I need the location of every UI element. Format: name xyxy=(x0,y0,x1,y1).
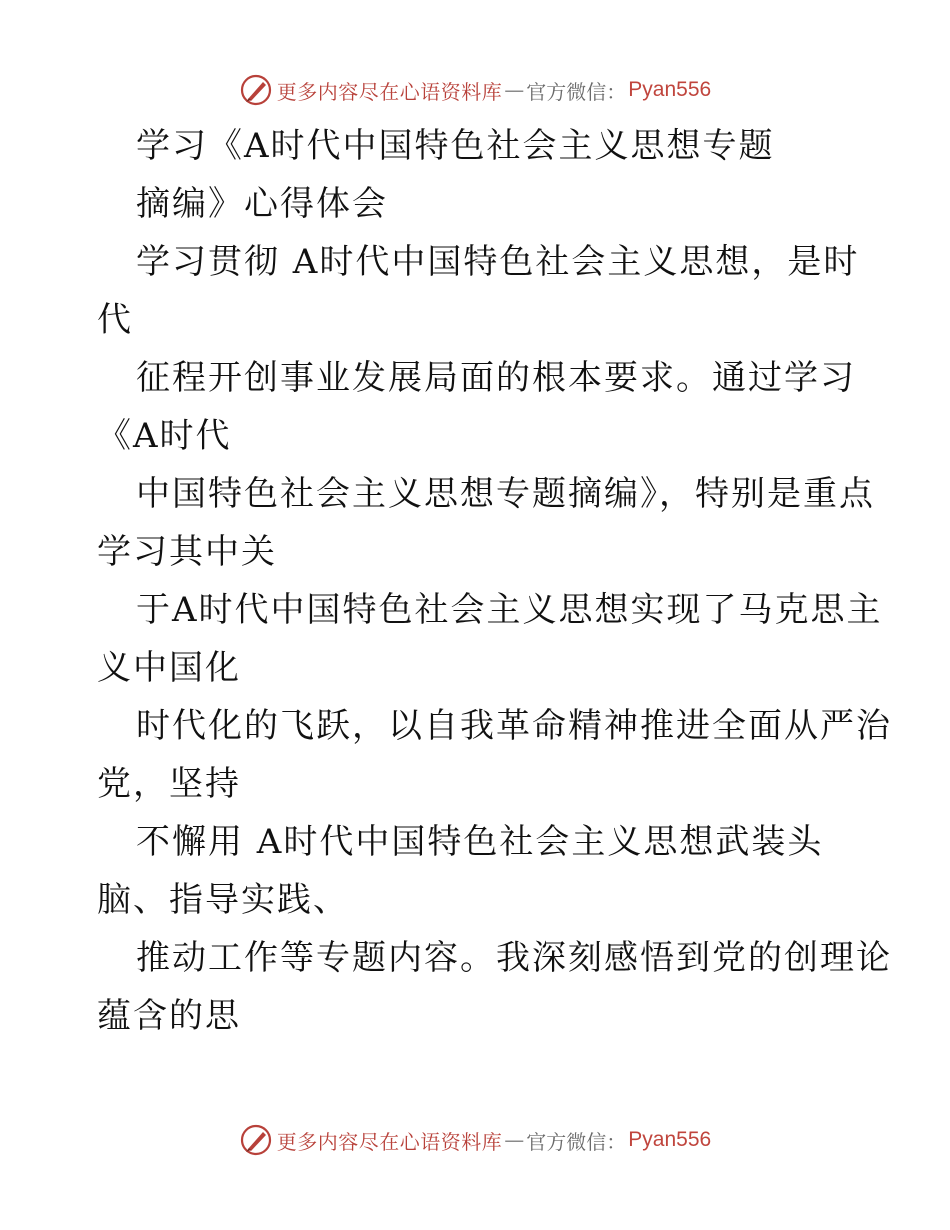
banner-wechat-label: 官方微信： xyxy=(526,79,627,104)
banner-separator: — xyxy=(504,78,525,102)
footer-banner xyxy=(0,1120,950,1160)
paragraph-line: 时代化的飞跃，以自我革命精神推进全面从严治 xyxy=(136,706,892,746)
header-banner xyxy=(0,70,950,110)
paragraph-line: 党，坚持 xyxy=(97,764,241,804)
banner-separator: — xyxy=(504,1128,525,1152)
quill-pen-logo-icon xyxy=(239,73,273,107)
paragraph-line: 脑、指导实践、 xyxy=(97,880,349,920)
paragraph-line: 推动工作等专题内容。我深刻感悟到党的创理论 xyxy=(136,938,892,978)
paragraph-line: 《A时代 xyxy=(97,416,232,456)
banner-wechat-label: 官方微信： xyxy=(526,1129,627,1154)
document-title-line-2: 摘编》心得体会 xyxy=(136,184,388,224)
banner-wechat-id: Pyan556 xyxy=(628,1128,712,1151)
document-title-line-1: 学习《A时代中国特色社会主义思想专题 xyxy=(136,126,775,166)
paragraph-line: 义中国化 xyxy=(97,648,241,688)
banner-wechat-id: Pyan556 xyxy=(628,78,712,101)
banner-brand-text: 更多内容尽在心语资料库 xyxy=(276,1129,503,1154)
paragraph-line: 征程开创事业发展局面的根本要求。通过学习 xyxy=(136,358,856,398)
paragraph-line: 中国特色社会主义思想专题摘编》，特别是重点 xyxy=(136,474,875,514)
paragraph-line: 学习贯彻 A时代中国特色社会主义思想，是时 xyxy=(136,242,860,282)
paragraph-line: 代 xyxy=(97,300,133,340)
banner-brand-text: 更多内容尽在心语资料库 xyxy=(276,79,503,104)
quill-pen-logo-icon xyxy=(239,1123,273,1157)
paragraph-line: 学习其中关 xyxy=(97,532,277,572)
paragraph-line: 于A时代中国特色社会主义思想实现了马克思主 xyxy=(136,590,883,630)
paragraph-line: 蕴含的思 xyxy=(97,996,241,1036)
paragraph-line: 不懈用 A时代中国特色社会主义思想武装头 xyxy=(136,822,824,862)
